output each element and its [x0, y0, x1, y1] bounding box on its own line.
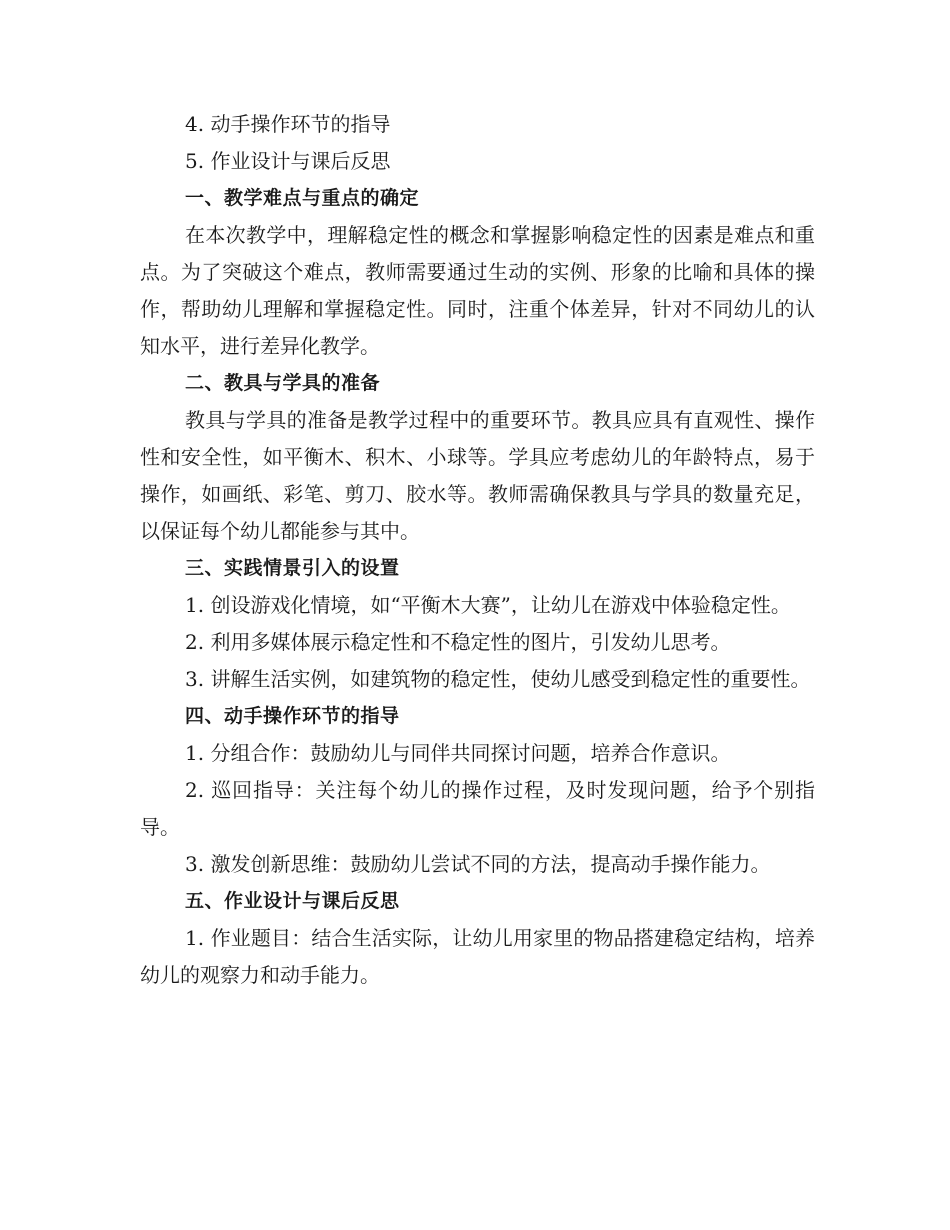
section-3-item-2: 2. 利用多媒体展示稳定性和不稳定性的图片，引发幼儿思考。: [185, 630, 731, 654]
section-4-item-3: 3. 激发创新思维：鼓励幼儿尝试不同的方法，提高动手操作能力。: [185, 852, 771, 876]
section-2-paragraph: 教具与学具的准备是教学过程中的重要环节。教具应具有直观性、操作性和安全性，如平衡木、积木、小球等。学具应考虑幼儿的年龄特点，易于操作，如画纸、彩笔、剪刀、胶水等。教师需确保教具与学具的数量充足，以保证每个幼儿都能参与其中。: [140, 408, 815, 543]
section-heading-1: 一、教学难点与重点的确定: [185, 187, 420, 209]
section-4-item-1: 1. 分组合作：鼓励幼儿与同伴共同探讨问题，培养合作意识。: [185, 741, 731, 765]
list-item-5: 5. 作业设计与课后反思: [185, 149, 391, 173]
list-item-4: 4. 动手操作环节的指导: [185, 112, 391, 136]
section-1-paragraph: 在本次教学中，理解稳定性的概念和掌握影响稳定性的因素是难点和重点。为了突破这个难点，教师需要通过生动的实例、形象的比喻和具体的操作，帮助幼儿理解和掌握稳定性。同时，注重个体差异，针对不同幼儿的认知水平，进行差异化教学。: [140, 223, 815, 358]
section-heading-5: 五、作业设计与课后反思: [185, 890, 400, 912]
document-body: [140, 106, 815, 994]
section-4-item-2: 2. 巡回指导：关注每个幼儿的操作过程，及时发现问题，给予个别指导。: [140, 778, 815, 839]
section-3-item-3: 3. 讲解生活实例，如建筑物的稳定性，使幼儿感受到稳定性的重要性。: [185, 667, 811, 691]
section-heading-4: 四、动手操作环节的指导: [185, 705, 400, 727]
section-heading-2: 二、教具与学具的准备: [185, 372, 381, 394]
section-5-item-1: 1. 作业题目：结合生活实际，让幼儿用家里的物品搭建稳定结构，培养幼儿的观察力和动手能力。: [140, 926, 815, 987]
section-3-item-1: 1. 创设游戏化情境，如“平衡木大赛”，让幼儿在游戏中体验稳定性。: [185, 593, 791, 617]
section-heading-3: 三、实践情景引入的设置: [185, 557, 400, 579]
